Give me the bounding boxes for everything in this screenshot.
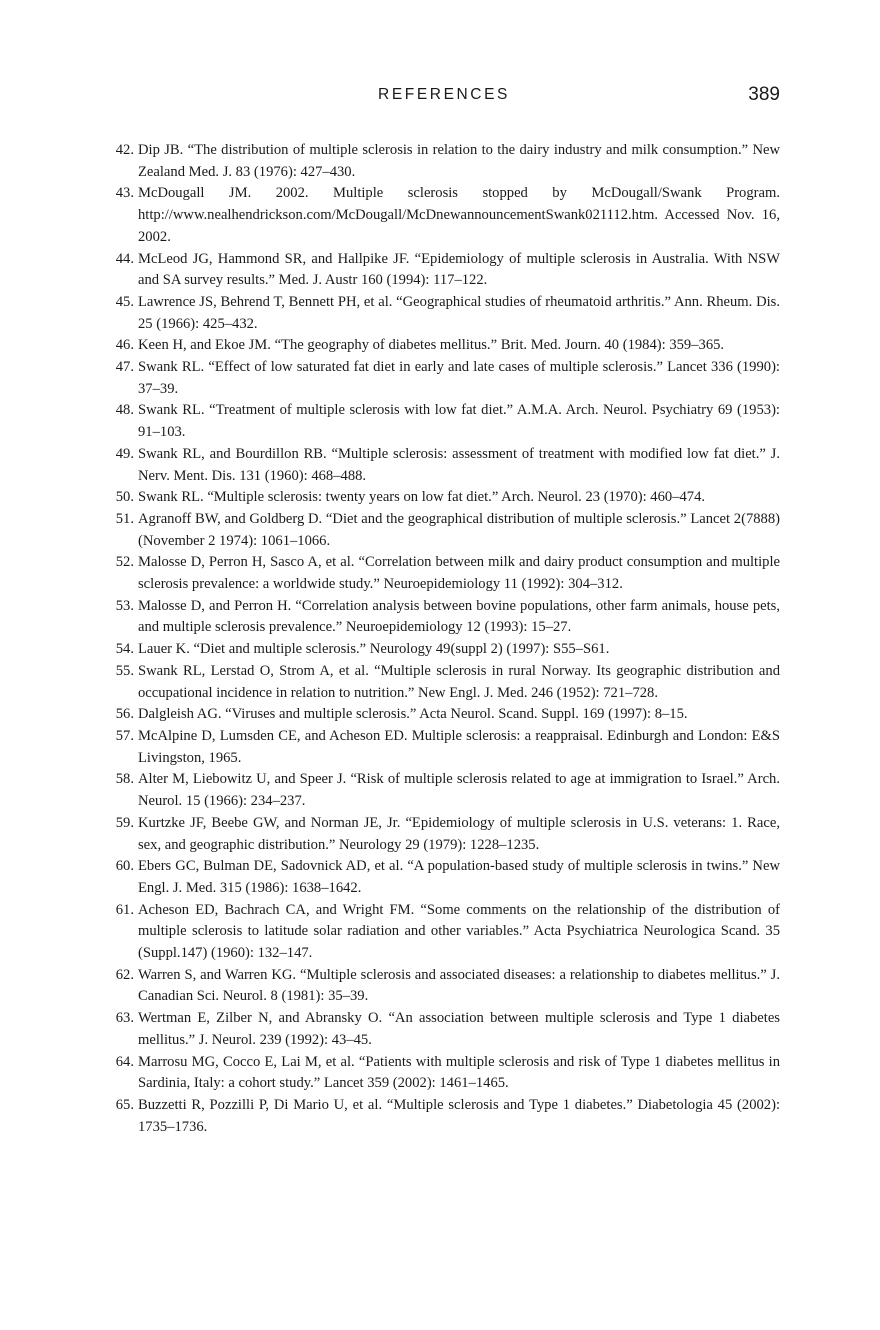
reference-text: Acheson ED, Bachrach CA, and Wright FM. “Some comments on the relationship of the distribution of multiple sclerosis to latitude solar radiation and other variables.” Acta Psychiatrica Neurologica Scand. 35 (Suppl.147) (1960): 132–147. xyxy=(138,901,780,962)
reference-number: 47. xyxy=(115,359,134,376)
page-number: 389 xyxy=(748,84,780,105)
reference-item xyxy=(108,1008,780,1051)
reference-item xyxy=(108,444,780,487)
reference-text: Swank RL, Lerstad O, Strom A, et al. “Multiple sclerosis in rural Norway. Its geographic distribution and occupational incidence in relation to nutrition.” New Engl. J. Med. 246 (1952): 721–728. xyxy=(138,662,780,701)
reference-number: 53. xyxy=(115,597,134,614)
reference-number: 54. xyxy=(115,641,134,658)
reference-text: Lauer K. “Diet and multiple sclerosis.” Neurology 49(suppl 2) (1997): S55–S61. xyxy=(138,641,610,658)
reference-text: Kurtzke JF, Beebe GW, and Norman JE, Jr. “Epidemiology of multiple sclerosis in U.S. veterans: 1. Race, sex, and geographic distribution.” Neurology 29 (1979): 1228–1235. xyxy=(138,814,780,853)
reference-item xyxy=(108,335,780,357)
reference-text: Agranoff BW, and Goldberg D. “Diet and the geographical distribution of multiple sclerosis.” Lancet 2(7888) (November 2 1974): 1061–1066. xyxy=(138,510,780,549)
reference-text: Buzzetti R, Pozzilli P, Di Mario U, et al. “Multiple sclerosis and Type 1 diabetes.” Diabetologia 45 (2002): 1735–1736. xyxy=(138,1096,780,1135)
reference-text: Ebers GC, Bulman DE, Sadovnick AD, et al. “A population-based study of multiple sclerosis in twins.” New Engl. J. Med. 315 (1986): 1638–1642. xyxy=(138,858,780,896)
reference-number: 61. xyxy=(115,901,134,918)
reference-item xyxy=(108,965,780,1008)
reference-number: 57. xyxy=(115,727,134,744)
reference-text: Swank RL, and Bourdillon RB. “Multiple sclerosis: assessment of treatment with modified low fat diet.” J. Nerv. Ment. Dis. 131 (1960): 468–488. xyxy=(138,445,780,484)
reference-item xyxy=(108,509,780,552)
reference-item xyxy=(108,639,780,661)
reference-item xyxy=(108,1052,780,1095)
reference-text: Dalgleish AG. “Viruses and multiple sclerosis.” Acta Neurol. Scand. Suppl. 169 (1997): 8–15. xyxy=(138,706,688,723)
reference-number: 52. xyxy=(115,554,134,571)
reference-text: Wertman E, Zilber N, and Abransky O. “An association between multiple sclerosis and Type 1 diabetes mellitus.” J. Neurol. 239 (1992): 43–45. xyxy=(138,1010,780,1048)
reference-number: 46. xyxy=(115,337,134,354)
reference-item xyxy=(108,726,780,769)
reference-text: Swank RL. “Effect of low saturated fat diet in early and late cases of multiple sclerosis.” Lancet 336 (1990): 37–39. xyxy=(138,359,780,397)
reference-text: Swank RL. “Treatment of multiple sclerosis with low fat diet.” A.M.A. Arch. Neurol. Psychiatry 69 (1953): 91–103. xyxy=(138,402,780,441)
reference-item xyxy=(108,900,780,965)
reference-text: Dip JB. “The distribution of multiple sclerosis in relation to the dairy industry and milk consumption.” New Zealand Med. J. 83 (1976): 427–430. xyxy=(138,142,780,180)
running-head: REFERENCES xyxy=(378,86,510,103)
reference-item xyxy=(108,183,780,248)
reference-number: 56. xyxy=(115,706,134,723)
reference-number: 58. xyxy=(115,771,134,788)
reference-text: McAlpine D, Lumsden CE, and Acheson ED. Multiple sclerosis: a reappraisal. Edinburgh and London: E&S Livingston, 1965. xyxy=(138,727,780,766)
reference-text: McLeod JG, Hammond SR, and Hallpike JF. “Epidemiology of multiple sclerosis in Australia. With NSW and SA survey results.” Med. J. Austr 160 (1994): 117–122. xyxy=(138,250,780,289)
reference-item xyxy=(108,769,780,812)
reference-text: Malosse D, Perron H, Sasco A, et al. “Correlation between milk and dairy product consumption and multiple sclerosis prevalence: a worldwide study.” Neuroepidemiology 11 (1992): 304–312. xyxy=(138,554,780,593)
reference-item xyxy=(108,140,780,183)
reference-item xyxy=(108,856,780,899)
reference-text: Marrosu MG, Cocco E, Lai M, et al. “Patients with multiple sclerosis and risk of Type 1 diabetes mellitus in Sardinia, Italy: a cohort study.” Lancet 359 (2002): 1461–1465. xyxy=(138,1053,780,1092)
reference-text: Warren S, and Warren KG. “Multiple sclerosis and associated diseases: a relationship to diabetes mellitus.” J. Canadian Sci. Neurol. 8 (1981): 35–39. xyxy=(138,966,780,1005)
reference-number: 65. xyxy=(115,1096,134,1113)
reference-number: 45. xyxy=(115,293,134,310)
reference-item xyxy=(108,400,780,443)
reference-number: 48. xyxy=(115,402,134,419)
reference-text: Alter M, Liebowitz U, and Speer J. “Risk of multiple sclerosis related to age at immigration to Israel.” Arch. Neurol. 15 (1966): 234–237. xyxy=(138,771,780,810)
reference-item xyxy=(108,661,780,704)
reference-text: McDougall JM. 2002. Multiple sclerosis stopped by McDougall/Swank Program. http://www.nealhendrickson.com/McDougall/McDnewannouncementSwank021112.htm. Accessed Nov. 16, 2002. xyxy=(138,185,780,245)
reference-number: 49. xyxy=(115,445,134,462)
reference-item xyxy=(108,487,780,509)
reference-text: Malosse D, and Perron H. “Correlation analysis between bovine populations, other farm animals, house pets, and multiple sclerosis prevalence.” Neuroepidemiology 12 (1993): 15–27. xyxy=(138,597,780,636)
reference-number: 44. xyxy=(115,250,134,267)
reference-text: Swank RL. “Multiple sclerosis: twenty years on low fat diet.” Arch. Neurol. 23 (1970): 460–474. xyxy=(138,489,706,506)
reference-number: 62. xyxy=(115,966,134,983)
reference-item xyxy=(108,704,780,726)
reference-number: 60. xyxy=(115,858,134,875)
reference-number: 50. xyxy=(115,489,134,506)
reference-text: Keen H, and Ekoe JM. “The geography of diabetes mellitus.” Brit. Med. Journ. 40 (1984): 359–365. xyxy=(138,337,725,354)
page-header xyxy=(108,84,780,110)
reference-number: 64. xyxy=(115,1053,134,1070)
reference-item xyxy=(108,596,780,639)
reference-text: Lawrence JS, Behrend T, Bennett PH, et al. “Geographical studies of rheumatoid arthritis.” Ann. Rheum. Dis. 25 (1966): 425–432. xyxy=(138,293,780,332)
reference-item xyxy=(108,552,780,595)
reference-number: 59. xyxy=(115,814,134,831)
reference-number: 42. xyxy=(115,142,134,158)
reference-item xyxy=(108,357,780,400)
reference-item xyxy=(108,249,780,292)
reference-item xyxy=(108,292,780,335)
reference-number: 63. xyxy=(115,1010,134,1027)
reference-list xyxy=(108,140,780,1138)
reference-number: 43. xyxy=(115,185,134,202)
reference-item xyxy=(108,1095,780,1138)
reference-number: 55. xyxy=(115,662,134,679)
reference-item xyxy=(108,813,780,856)
reference-number: 51. xyxy=(115,510,134,527)
